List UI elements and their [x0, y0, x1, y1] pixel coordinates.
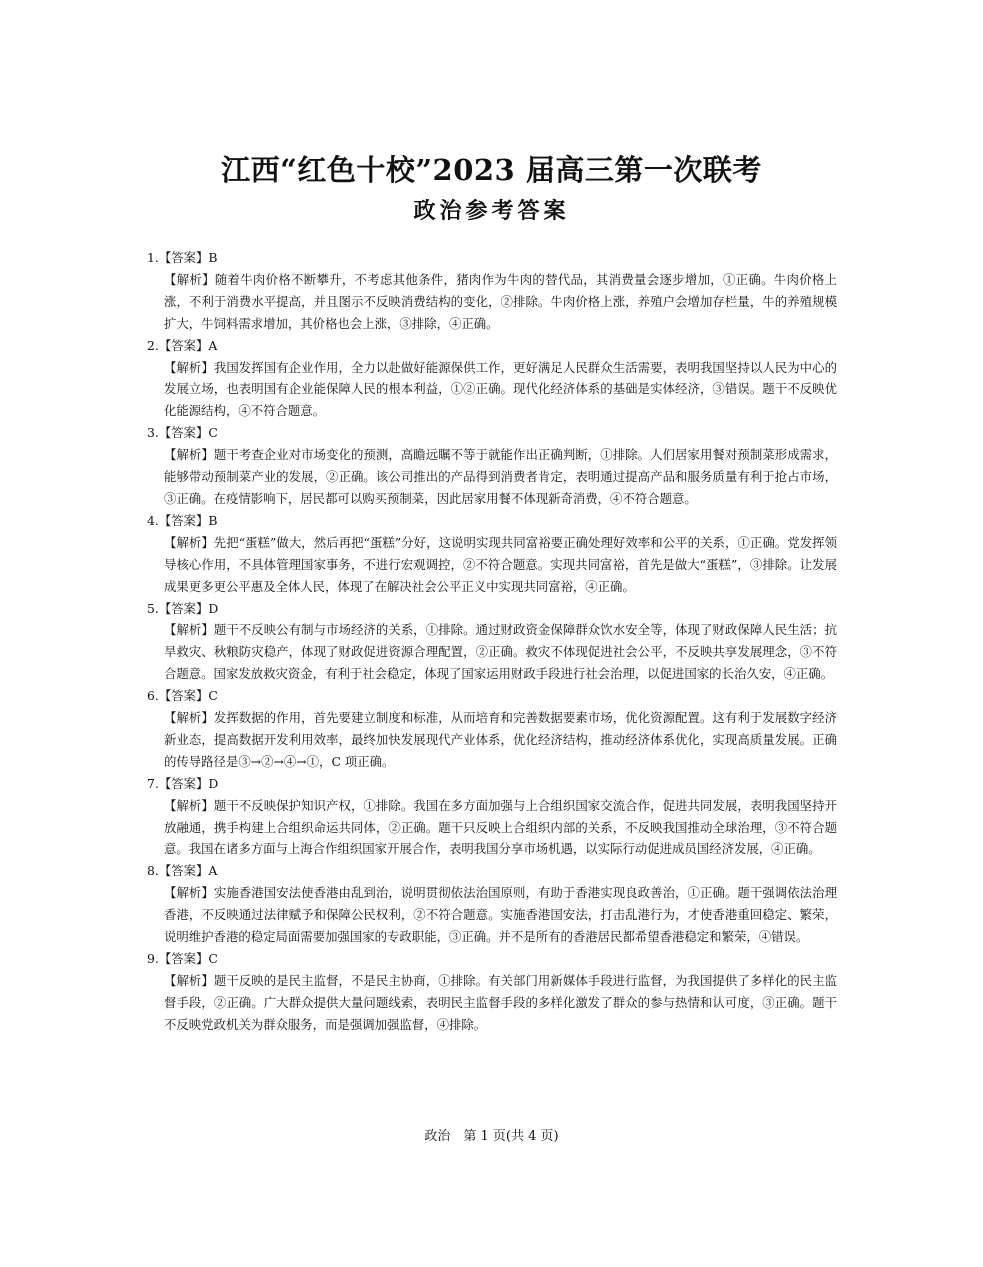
answer-line: 3.【答案】C: [147, 425, 218, 441]
page-footer: 政治 第 1 页(共 4 页): [424, 1129, 559, 1144]
answer-line: 2.【答案】A: [147, 337, 218, 353]
analysis-text: 【解析】先把“蛋糕”做大，然后再把“蛋糕”分好，这说明实现共同富裕要正确处理好效率和公平的关系，①正确。党发挥领导核心作用，不具体管理国家事务，不进行宏观调控，②不符合题意。实现共同富裕，首先是做大“蛋糕”，③排除。让发展成果更多更公平惠及全体人民，体现了在解决社会公平正义中实现共同富裕，④正确。: [164, 534, 837, 594]
question-item: [147, 422, 837, 510]
answer-line: 4.【答案】B: [147, 512, 218, 528]
question-item: [147, 335, 837, 423]
question-item: [147, 685, 837, 773]
analysis-text: 【解析】题干反映的是民主监督，不是民主协商，①排除。有关部门用新媒体手段进行监督，为我国提供了多样化的民主监督手段，②正确。广大群众提供大量问题线索，表明民主监督手段的多样化激发了群众的参与热情和认可度，③正确。题干不反映党政机关为群众服务，而是强调加强监督，④排除。: [164, 972, 837, 1032]
analysis-text: 【解析】题干不反映公有制与市场经济的关系，①排除。通过财政资金保障群众饮水安全等，体现了财政保障人民生活；抗旱救灾、秋粮防灾稳产，体现了财政促进资源合理配置，②正确。救灾不体现促进社会公平，不反映共享发展理念，③不符合题意。国家发放救灾资金，有利于社会稳定，体现了国家运用财政手段进行社会治理，以促进国家的长治久安，④正确。: [164, 622, 837, 682]
answer-line: 8.【答案】A: [147, 863, 218, 879]
answer-line: 7.【答案】D: [147, 775, 219, 791]
analysis-text: 【解析】题干不反映保护知识产权，①排除。我国在多方面加强与上合组织国家交流合作，促进共同发展，表明我国坚持开放融通，携手构建上合组织命运共同体，②正确。题干只反映上合组织内部的关系，不反映我国推动全球治理，③不符合题意。我国在诸多方面与上海合作组织国家开展合作，表明我国分享市场机遇，以实际行动促进成员国经济发展，④正确。: [164, 797, 837, 857]
document-title: 江西“红色十校”2023 届高三第一次联考: [221, 153, 762, 187]
question-item: [147, 598, 837, 686]
question-item: [147, 773, 837, 861]
question-item: [147, 860, 837, 948]
answer-list: [147, 247, 837, 1036]
question-item: [147, 247, 837, 335]
analysis-text: 【解析】随着牛肉价格不断攀升，不考虑其他条件，猪肉作为牛肉的替代品，其消费量会逐步增加，①正确。牛肉价格上涨，不利于消费水平提高，并且图示不反映消费结构的变化，②排除。牛肉价格上涨，养殖户会增加存栏量，牛的养殖规模扩大，牛饲料需求增加，其价格也会上涨，③排除，④正确。: [164, 271, 837, 331]
answer-line: 5.【答案】D: [147, 600, 219, 616]
question-item: [147, 510, 837, 598]
answer-line: 1.【答案】B: [147, 250, 218, 265]
question-item: [147, 948, 837, 1036]
analysis-text: 【解析】我国发挥国有企业作用，全力以赴做好能源保供工作，更好满足人民群众生活需要，表明我国坚持以人民为中心的发展立场，也表明国有企业能保障人民的根本利益，①②正确。现代化经济体系的基础是实体经济，③错误。题干不反映优化能源结构，④不符合题意。: [164, 359, 837, 419]
analysis-text: 【解析】题干考查企业对市场变化的预测，高瞻远瞩不等于就能作出正确判断，①排除。人们居家用餐对预制菜形成需求，能够带动预制菜产业的发展，②正确。该公司推出的产品得到消费者肯定，表明通过提高产品和服务质量有利于抢占市场，③正确。在疫情影响下，居民都可以购买预制菜，因此居家用餐不体现新奇消费，④不符合题意。: [164, 447, 837, 506]
answer-line: 6.【答案】C: [147, 688, 218, 704]
answer-line: 9.【答案】C: [147, 951, 218, 966]
analysis-text: 【解析】发挥数据的作用，首先要建立制度和标准，从而培育和完善数据要素市场，优化资源配置。这有利于发展数字经济新业态，提高数据开发利用效率，最终加快发展现代产业体系，优化经济结构，推动经济体系优化，实现高质量发展。正确的传导路径是③→②→④→①，C 项正确。: [164, 710, 837, 769]
document-subtitle: 政治参考答案: [413, 199, 570, 224]
analysis-text: 【解析】实施香港国安法使香港由乱到治，说明贯彻依法治国原则，有助于香港实现良政善治，①正确。题干强调依法治理香港，不反映通过法律赋予和保障公民权利，②不符合题意。实施香港国安法，打击乱港行为，才使香港重回稳定、繁荣，说明维护香港的稳定局面需要加强国家的专政职能，③正确。并不是所有的香港居民都希望香港稳定和繁荣，④错误。: [164, 885, 837, 945]
